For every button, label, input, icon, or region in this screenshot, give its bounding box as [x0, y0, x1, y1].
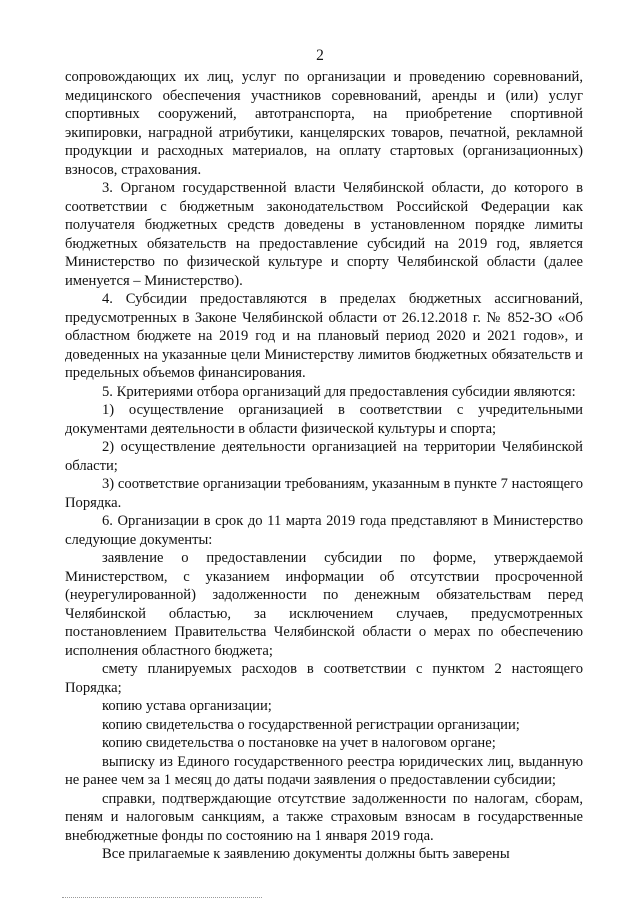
document-tax-certificates: справки, подтверждающие отсутствие задолженности по налогам, сборам, пеням и налоговым санкциям, а также страховым взносам в государственные внебюджетные фонды по состоянию на 1 января 2019 года. [65, 790, 583, 844]
page-number: 2 [316, 47, 324, 64]
paragraph-item-4: 4. Субсидии предоставляются в пределах бюджетных ассигнований, предусмотренных в Законе Челябинской области от 26.12.2018 г. № 852-ЗО «Об областном бюджете на 2019 год и на плановый период 2020 и 2021 годов», и доведенных на указанные цели Министерству лимитов бюджетных обязательств и предельных объемов финансирования. [65, 291, 583, 381]
paragraph-continuation: сопровождающих их лиц, услуг по организации и проведению соревнований, медицинского обеспечения участников соревнований, аренды и (или) услуг спортивных сооружений, автотранспорта, на приобретение спортивной экипировки, наградной атрибутики, канцелярских товаров, печатной, рекламной продукции и расходных материалов, на оплату стартовых (организационных) взносов, страхования. [65, 69, 583, 178]
document-registry-extract: выписку из Единого государственного реестра юридических лиц, выданную не ранее чем за 1 месяц до даты подачи заявления о предоставлении субсидии; [65, 753, 583, 788]
criterion-1: 1) осуществление организацией в соответствии с учредительными документами деятельности в области физической культуры и спорта; [65, 402, 583, 437]
paragraph-attachments: Все прилагаемые к заявлению документы должны быть заверены [102, 846, 510, 862]
document-application: заявление о предоставлении субсидии по форме, утверждаемой Министерством, с указанием информации об отсутствии просроченной (неурегулированной) задолженности по денежным обязательствам перед Челябинской областью, за исключением случаев, предусмотренных постановлением Правительства Челябинской области о мерах по обеспечению исполнения областного бюджета; [65, 550, 583, 659]
document-tax-registration-copy: копию свидетельства о постановке на учет в налоговом органе; [102, 735, 496, 751]
document-body [65, 68, 583, 864]
document-estimate: смету планируемых расходов в соответствии с пунктом 2 настоящего Порядка; [65, 661, 583, 696]
paragraph-item-5: 5. Критериями отбора организаций для предоставления субсидии являются: [102, 383, 576, 400]
document-charter-copy: копию устава организации; [102, 698, 272, 714]
criterion-3: 3) соответствие организации требованиям, указанным в пункте 7 настоящего Порядка. [65, 476, 583, 511]
paragraph-item-3: 3. Органом государственной власти Челябинской области, до которого в соответствии с бюджетным законодательством Российской Федерации как получателя бюджетных средств доведены в установленном порядке лимиты бюджетных обязательств на предоставление субсидий на 2019 год, является Министерство по физической культуре и спорту Челябинской области (далее именуется – Министерство). [65, 180, 583, 289]
paragraph-item-6: 6. Организации в срок до 11 марта 2019 года представляют в Министерство следующие документы: [65, 513, 583, 548]
criterion-2: 2) осуществление деятельности организацией на территории Челябинской области; [65, 439, 583, 474]
bottom-scan-line [62, 897, 262, 899]
document-registration-copy: копию свидетельства о государственной регистрации организации; [102, 716, 520, 733]
